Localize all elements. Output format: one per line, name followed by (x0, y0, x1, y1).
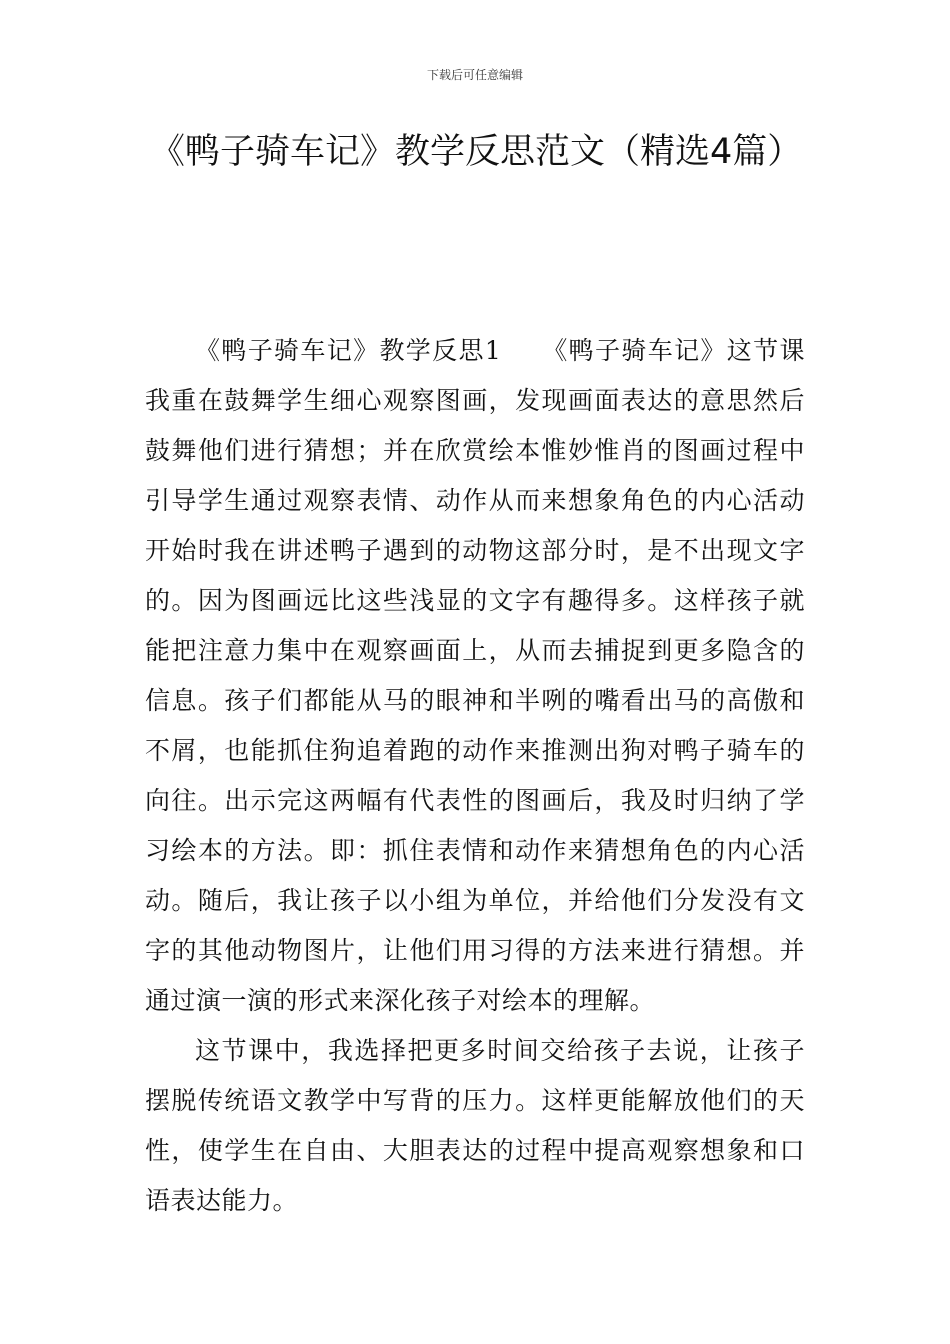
document-body (145, 326, 805, 1226)
paragraph-1: 《鸭子骑车记》教学反思1 《鸭子骑车记》这节课我重在鼓舞学生细心观察图画，发现画面表达的意思然后鼓舞他们进行猜想；并在欣赏绘本惟妙惟肖的图画过程中引导学生通过观察表情、动作从而来想象角色的内心活动开始时我在讲述鸭子遇到的动物这部分时，是不出现文字的。因为图画远比这些浅显的文字有趣得多。这样孩子就能把注意力集中在观察画面上，从而去捕捉到更多隐含的信息。孩子们都能从马的眼神和半咧的嘴看出马的高傲和不屑，也能抓住狗追着跑的动作来推测出狗对鸭子骑车的向往。出示完这两幅有代表性的图画后，我及时归纳了学习绘本的方法。即：抓住表情和动作来猜想角色的内心活动。随后，我让孩子以小组为单位，并给他们分发没有文字的其他动物图片，让他们用习得的方法来进行猜想。并通过演一演的形式来深化孩子对绘本的理解。 (145, 336, 805, 1015)
paragraph-2: 这节课中，我选择把更多时间交给孩子去说，让孩子摆脱传统语文教学中写背的压力。这样更能解放他们的天性，使学生在自由、大胆表达的过程中提高观察想象和口语表达能力。 (145, 1036, 805, 1215)
document-title: 《鸭子骑车记》教学反思范文（精选4篇） (150, 132, 803, 172)
header-note: 下载后可任意编辑 (426, 68, 523, 82)
